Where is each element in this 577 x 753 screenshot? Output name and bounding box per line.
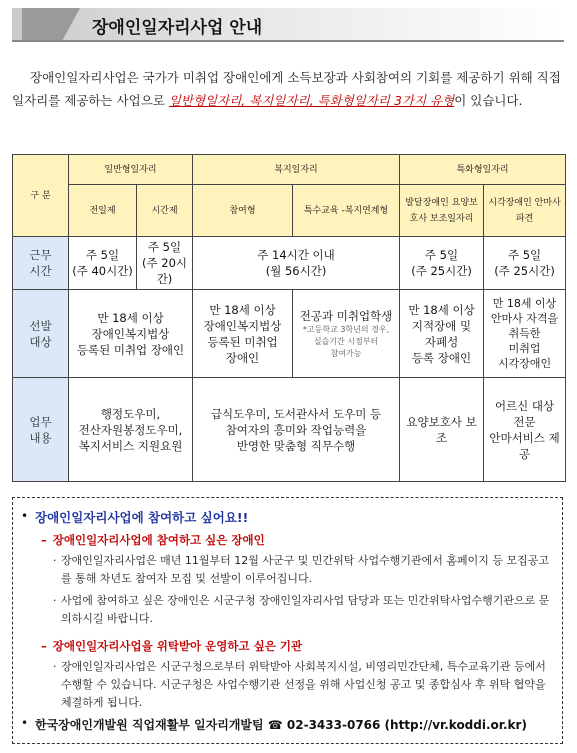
subheader-fulltime: 전일제: [69, 185, 137, 237]
group-general: 일반형일자리: [69, 155, 193, 185]
eligibility-care-assistant: 만 18세 이상 지적장애 및 자폐성 등록 장애인: [400, 290, 484, 378]
title-tab-decoration: [22, 8, 80, 40]
section1-paragraph2: · 사업에 참여하고 싶은 장애인은 시군구청 장애인일자리사업 담당과 또는 민간위탁사업수행기관으로 문의하시길 바랍니다.: [53, 594, 550, 625]
row-label-duties: 업무 내용: [13, 378, 69, 482]
duties-welfare: 급식도우미, 도서관사서 도우미 등 참여자의 흥미와 작업능력을 반영한 맞춤형 직무수행: [193, 378, 400, 482]
section1-heading: – 장애인일자리사업에 참여하고 싶은 장애인: [41, 533, 265, 547]
row-label-hours: 근무 시간: [13, 237, 69, 290]
subheader-care-assistant: 발달장애인 요양보호사 보조일자리: [400, 185, 484, 237]
subheader-participation: 참여형: [193, 185, 293, 237]
hours-parttime: 주 5일 (주 20시간): [137, 237, 193, 290]
eligibility-massage: 만 18세 이상 안마사 자격을 취득한 미취업 시각장애인: [484, 290, 566, 378]
subheader-parttime: 시간제: [137, 185, 193, 237]
bullet-icon: •: [21, 716, 29, 730]
duties-care-assistant: 요양보호사 보조: [400, 378, 484, 482]
hours-care-assistant: 주 5일 (주 25시간): [400, 237, 484, 290]
eligibility-participation: 만 18세 이상 장애인복지법상 등록된 미취업 장애인: [193, 290, 293, 378]
eligibility-general: 만 18세 이상 장애인복지법상 등록된 미취업 장애인: [69, 290, 193, 378]
intro-text-2: 이 있습니다.: [454, 93, 523, 108]
notice-heading: 장애인일자리사업에 참여하고 싶어요!!: [35, 510, 249, 525]
eligibility-special-main: 전공과 미취업학생: [299, 308, 393, 323]
subheader-special-education: 특수교육 -복지연계형: [293, 185, 400, 237]
hours-fulltime: 주 5일 (주 40시간): [69, 237, 137, 290]
program-table: [12, 154, 566, 482]
intro-paragraph: [12, 66, 567, 112]
hours-massage: 주 5일 (주 25시간): [484, 237, 566, 290]
duties-massage: 어르신 대상 전문 안마서비스 제공: [484, 378, 566, 482]
page-title: 장애인일자리사업 안내: [92, 18, 263, 38]
contact-info: 한국장애인개발원 직업재활부 일자리개발팀 ☎ 02-3433-0766 (http://vr.koddi.or.kr): [35, 718, 527, 732]
eligibility-special-education: [293, 290, 400, 378]
section1-paragraph1: · 장애인일자리사업은 매년 11월부터 12월 사군구 및 민간위탁 사업수행기관에서 홈페이지 등 모집공고를 통해 차년도 참여자 모집 및 선발이 이루어집니다.: [53, 554, 549, 585]
section2-paragraph1: · 장애인일자리사업은 시군구청으로부터 위탁받아 사회복지시설, 비영리민간단체, 특수교육기관 등에서 수행할 수 있습니다. 시군구청은 사업수행기관 선정을 위해 사업신청 공고 및 종합심사 후 위탁 협약을 체결하게 됩니다.: [53, 660, 546, 709]
duties-general: 행정도우미, 전산자원봉정도우미, 복지서비스 지원요원: [69, 378, 193, 482]
notice-box: [12, 497, 563, 744]
hours-welfare: 주 14시간 이내 (월 56시간): [193, 237, 400, 290]
row-label-eligibility: 선발 대상: [13, 290, 69, 378]
eligibility-special-note: *고등학교 3학년의 경우, 실습기간 시점부터 참여가능: [302, 324, 390, 358]
intro-text-1: 장애인일자리사업은 국가가 미취업 장애인에게 소득보장과 사회참여의 기회를 제공하기 위해 직접 일자리를 제공하는 사업으로: [12, 70, 561, 108]
title-bar: [12, 8, 564, 42]
group-special: 특화형일자리: [400, 155, 566, 185]
intro-highlight: 일반형일자리, 복지일자리, 특화형일자리 3가지 유형: [168, 93, 455, 108]
section2-heading: – 장애인일자리사업을 위탁받아 운영하고 싶은 기관: [41, 639, 303, 653]
bullet-icon: •: [21, 509, 29, 523]
table-corner: 구 분: [13, 155, 69, 237]
group-welfare: 복지일자리: [193, 155, 400, 185]
subheader-massage: 시각장애인 안마사파견: [484, 185, 566, 237]
